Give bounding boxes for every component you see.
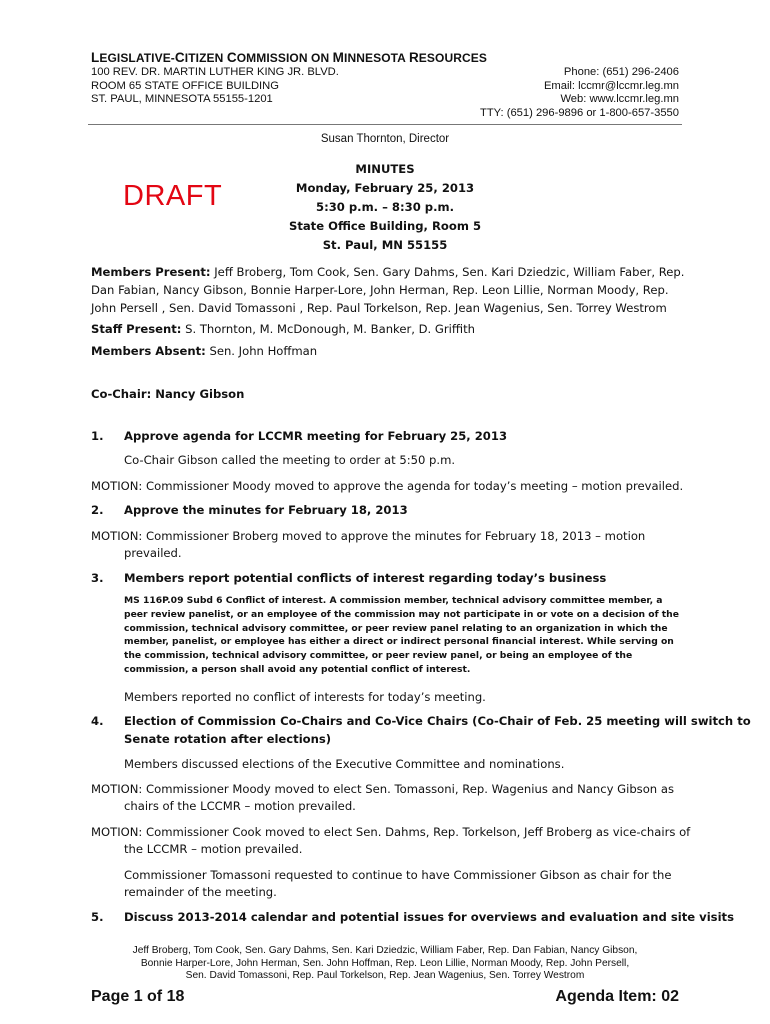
statute-line: the commission, technical advisory committee, or peer review panel, or being an employee of the: [124, 650, 633, 662]
item-heading: Approve the minutes for February 18, 2013: [124, 503, 408, 517]
website: Web: www.lccmr.leg.mn: [560, 93, 679, 106]
motion: MOTION: Commissioner Moody moved to approve the agenda for today’s meeting – motion prevailed.: [91, 479, 684, 493]
address-line: ROOM 65 STATE OFFICE BUILDING: [91, 79, 279, 92]
motion-cont: the LCCMR – motion prevailed.: [124, 842, 303, 856]
tty: TTY: (651) 296-9896 or 1-800-657-3550: [479, 106, 679, 119]
item-number: 3.: [91, 571, 104, 585]
motion: MOTION: Commissioner Cook moved to elect Sen. Dahms, Rep. Torkelson, Jeff Broberg as vice-chairs of: [91, 825, 691, 839]
item-number: 1.: [91, 429, 104, 443]
address-line: 100 REV. DR. MARTIN LUTHER KING JR. BLVD.: [91, 66, 339, 78]
draft-stamp: DRAFT: [123, 180, 223, 212]
staff-present: Staff Present: S. Thornton, M. McDonough, M. Banker, D. Griffith: [91, 322, 475, 336]
motion: MOTION: Commissioner Moody moved to elect Sen. Tomassoni, Rep. Wagenius and Nancy Gibson as: [91, 782, 674, 796]
item-note: Commissioner Tomassoni requested to continue to have Commissioner Gibson as chair for the: [124, 868, 672, 882]
statute-line: member, panelist, or employee has either a direct or indirect personal financial interest. While serving on: [124, 636, 674, 648]
item-note: Co-Chair Gibson called the meeting to order at 5:50 p.m.: [124, 453, 456, 467]
meeting-header: [0, 160, 770, 255]
letterhead-divider: [88, 124, 682, 125]
statute-line: commission, technical advisory committee, or peer review panel relating to an organization in which the: [124, 622, 668, 634]
page-number: Page 1 of 18: [91, 988, 185, 1005]
footer-line: Bonnie Harper-Lore, John Herman, Sen. John Hoffman, Rep. Leon Lillie, Norman Moody, Rep. John Persell,: [140, 957, 630, 969]
address-line: ST. PAUL, MINNESOTA 55155-1201: [91, 93, 273, 106]
item-heading: Discuss 2013-2014 calendar and potential issues for overviews and evaluation and site visits: [124, 910, 734, 924]
members-absent: Members Absent: Sen. John Hoffman: [91, 344, 318, 358]
phone: Phone: (651) 296-2406: [563, 66, 679, 78]
members-present-cont: John Persell , Sen. David Tomassoni , Rep. Paul Torkelson, Rep. Jean Wagenius, Sen. Torrey Westrom: [91, 301, 667, 315]
co-chair: Co-Chair: Nancy Gibson: [91, 387, 245, 401]
item-heading: Approve agenda for LCCMR meeting for February 25, 2013: [124, 429, 508, 443]
item-note-cont: remainder of the meeting.: [124, 885, 277, 899]
statute-line: peer review panelist, or an employee of the commission may not participate in or vote on a decision of the: [124, 608, 679, 620]
director-name: Susan Thornton, Director: [320, 133, 450, 145]
meeting-time: 5:30 p.m. – 8:30 p.m.: [316, 200, 454, 214]
meeting-city: St. Paul, MN 55155: [322, 238, 448, 252]
mailing-address: [91, 66, 339, 107]
motion-cont: chairs of the LCCMR – motion prevailed.: [124, 799, 356, 813]
members-present-cont: Dan Fabian, Nancy Gibson, Bonnie Harper-Lore, John Herman, Rep. Leon Lillie, Norman Moody, Rep.: [91, 283, 669, 297]
item-heading: Members report potential conflicts of interest regarding today’s business: [124, 571, 607, 585]
organization-title: LEGISLATIVE-CITIZEN COMMISSION ON MINNESOTA RESOURCES: [91, 50, 487, 65]
statute-line: MS 116P.09 Subd 6 Conflict of interest. A commission member, technical advisory committee member, a: [124, 595, 663, 606]
motion: MOTION: Commissioner Broberg moved to approve the minutes for February 18, 2013 – motion: [91, 529, 646, 543]
item-note: Members reported no conflict of interests for today’s meeting.: [124, 690, 486, 704]
footer-line: Sen. David Tomassoni, Rep. Paul Torkelson, Rep. Jean Wagenius, Sen. Torrey Westrom: [185, 970, 585, 982]
item-heading-cont: Senate rotation after elections): [124, 732, 332, 746]
minutes-heading: MINUTES: [355, 162, 415, 176]
contact-info: [480, 66, 679, 120]
motion-cont: prevailed.: [124, 546, 182, 560]
agenda-item-label: Agenda Item: 02: [555, 988, 679, 1005]
footer-members: [0, 945, 770, 983]
item-number: 4.: [91, 714, 104, 728]
item-number: 5.: [91, 910, 104, 924]
meeting-location: State Office Building, Room 5: [288, 219, 482, 233]
item-number: 2.: [91, 503, 104, 517]
statute-text: [124, 594, 679, 677]
email: Email: lccmr@lccmr.leg.mn: [543, 79, 679, 92]
item-heading: Election of Commission Co-Chairs and Co-Vice Chairs (Co-Chair of Feb. 25 meeting will switch to: [124, 714, 751, 728]
statute-line: commission, a person shall avoid any potential conflict of interest.: [124, 663, 471, 675]
item-note: Members discussed elections of the Executive Committee and nominations.: [124, 757, 565, 771]
meeting-date: Monday, February 25, 2013: [295, 181, 475, 195]
footer-line: Jeff Broberg, Tom Cook, Sen. Gary Dahms, Sen. Kari Dziedzic, William Faber, Rep. Dan Fabian, Nancy Gibson,: [132, 945, 638, 956]
members-present: Members Present: Jeff Broberg, Tom Cook, Sen. Gary Dahms, Sen. Kari Dziedzic, William Faber, Rep.: [91, 265, 685, 279]
